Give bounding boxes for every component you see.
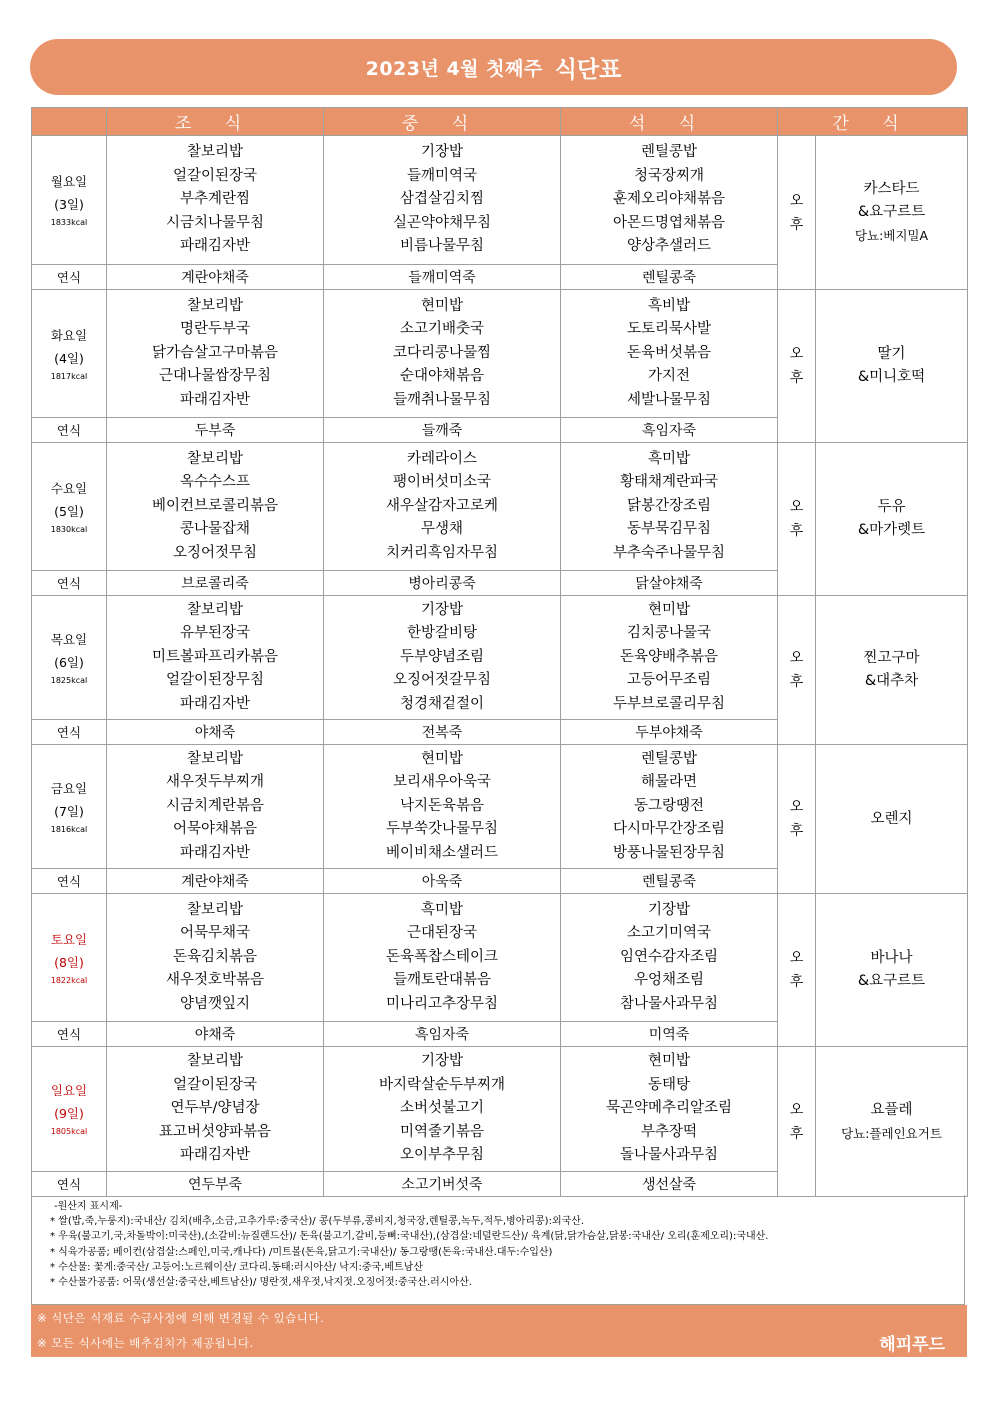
day-row xyxy=(32,745,968,869)
menu-item: 오이부추무침 xyxy=(399,1147,485,1164)
snack-item: &요구르트 xyxy=(857,973,926,989)
lunch-cell xyxy=(324,136,561,265)
menu-item: 들깨미역국 xyxy=(406,167,478,184)
menu-item: 흑미밥 xyxy=(420,901,464,918)
menu-item: 시금치나물무침 xyxy=(165,214,265,231)
day-row xyxy=(32,1047,968,1172)
menu-item: 양념깻잎지 xyxy=(179,995,251,1012)
breakfast-cell xyxy=(107,443,324,571)
snack-time-char: 후 xyxy=(789,370,804,386)
porridge-item: 렌틸콩죽 xyxy=(561,265,778,290)
day-name: 토요일 xyxy=(50,931,88,947)
menu-item: 기장밥 xyxy=(420,1053,464,1070)
day-row xyxy=(32,596,968,720)
breakfast-cell xyxy=(107,596,324,720)
menu-item: 새우젓호박볶음 xyxy=(165,972,265,989)
origin-note-title: -원산지 표시제- xyxy=(54,1201,123,1212)
porridge-label: 연식 xyxy=(32,418,107,443)
day-name: 일요일 xyxy=(50,1083,88,1098)
menu-item: 돈육양배추볶음 xyxy=(619,648,719,665)
day-date: (6일) xyxy=(54,654,84,670)
breakfast-cell xyxy=(107,290,324,418)
menu-item: 닭가슴살고구마볶음 xyxy=(151,344,279,361)
title-banner xyxy=(30,39,957,95)
menu-item: 오징어젓무침 xyxy=(172,544,258,561)
day-date: (4일) xyxy=(54,350,84,366)
menu-item: 돈육버섯볶음 xyxy=(626,344,712,361)
menu-item: 돈육폭찹스테이크 xyxy=(385,948,499,965)
menu-item: 파래김자반 xyxy=(179,238,251,255)
snack-item: 오렌지 xyxy=(870,810,913,827)
menu-item: 세발나물무침 xyxy=(626,391,712,408)
lunch-cell xyxy=(324,894,561,1022)
origin-notes xyxy=(31,1195,965,1305)
snack-time-cell xyxy=(778,745,816,894)
snack-item: &마가렛트 xyxy=(857,522,926,538)
menu-item: 묵곤약메추리알조림 xyxy=(605,1100,733,1117)
porridge-item: 야채죽 xyxy=(107,720,324,745)
menu-item: 팽이버섯미소국 xyxy=(392,474,492,491)
header-dinner: 석 식 xyxy=(561,108,778,136)
menu-item: 청경채겉절이 xyxy=(399,695,485,712)
menu-item: 부추장떡 xyxy=(640,1123,698,1140)
menu-item: 기장밥 xyxy=(420,601,464,618)
porridge-label: 연식 xyxy=(32,571,107,596)
menu-item: 비름나물무침 xyxy=(399,238,485,255)
menu-item: 보리새우아욱국 xyxy=(392,774,492,791)
dinner-cell xyxy=(561,894,778,1022)
origin-note: * 쌀(밥,죽,누룽지):국내산/ 김치(배추,소금,고추가루:중국산)/ 콩(두부류,콩비지,청국장,렌틸콩,녹두,적두,병아리콩):외국산. xyxy=(50,1216,585,1228)
breakfast-cell xyxy=(107,136,324,265)
porridge-label: 연식 xyxy=(32,869,107,894)
menu-item: 베이컨브로콜리볶음 xyxy=(151,497,279,514)
lunch-cell xyxy=(324,290,561,418)
origin-note: * 우육(불고기,국,차돌박이:미국산),(소갈비:뉴질랜드산)/ 돈육(불고기,갈비,등뼈:국내산),(삼겹살:네덜란드산)/ 육계(닭,닭가슴살,닭봉:국내산/ 오리(훈제오리):국내산. xyxy=(50,1231,769,1243)
snack-time-cell xyxy=(778,894,816,1047)
day-cell xyxy=(32,443,107,571)
dinner-cell xyxy=(561,443,778,571)
porridge-item: 브로콜리죽 xyxy=(107,571,324,596)
menu-item: 현미밥 xyxy=(647,601,691,618)
porridge-item: 계란야채죽 xyxy=(107,265,324,290)
menu-item: 명란두부국 xyxy=(179,321,251,338)
menu-item: 유부된장국 xyxy=(179,625,251,642)
menu-item: 삼겹살김치찜 xyxy=(399,191,485,208)
menu-item: 렌틸콩밥 xyxy=(640,750,698,767)
menu-item: 코다리콩나물찜 xyxy=(392,344,492,361)
snack-cell xyxy=(816,290,968,443)
menu-item: 돈육김치볶음 xyxy=(172,948,258,965)
header-lunch: 중 식 xyxy=(324,108,561,136)
menu-item: 양상추샐러드 xyxy=(626,238,712,255)
lunch-cell xyxy=(324,745,561,869)
origin-note: * 수산물가공품: 어묵(생선살:중국산,베트남산)/ 명란젓,새우젓,낙지젓.오징어젓:중국산.러시아산. xyxy=(50,1277,472,1289)
menu-item: 새우젓두부찌개 xyxy=(165,774,265,791)
menu-item: 황태채계란파국 xyxy=(619,474,719,491)
porridge-item: 흑임자죽 xyxy=(561,418,778,443)
menu-item: 연두부/양념장 xyxy=(170,1100,260,1117)
menu-item: 방풍나물된장무침 xyxy=(612,844,726,861)
title-label: 식단표 xyxy=(554,56,622,83)
porridge-item: 전복죽 xyxy=(324,720,561,745)
menu-item: 해물라면 xyxy=(640,774,698,791)
dinner-cell xyxy=(561,745,778,869)
menu-item: 닭봉간장조림 xyxy=(626,497,712,514)
lunch-cell xyxy=(324,443,561,571)
day-date: (5일) xyxy=(54,503,84,519)
porridge-label: 연식 xyxy=(32,1172,107,1197)
menu-item: 가지전 xyxy=(647,368,691,385)
day-name: 월요일 xyxy=(50,174,88,189)
porridge-item: 생선살죽 xyxy=(561,1172,778,1197)
day-kcal: 1805kcal xyxy=(50,1127,88,1136)
snack-cell xyxy=(816,745,968,894)
lunch-cell xyxy=(324,596,561,720)
porridge-item: 닭살야채죽 xyxy=(561,571,778,596)
menu-item: 옥수수스프 xyxy=(179,474,251,491)
menu-item: 우엉채조림 xyxy=(633,972,705,989)
menu-item: 청국장찌개 xyxy=(633,167,705,184)
menu-item: 파래김자반 xyxy=(179,1147,251,1164)
menu-item: 렌틸콩밥 xyxy=(640,144,698,161)
day-kcal: 1816kcal xyxy=(50,824,88,834)
snack-time-char: 후 xyxy=(789,216,804,233)
snack-time-cell xyxy=(778,290,816,443)
menu-item: 찰보리밥 xyxy=(186,901,244,918)
snack-cell xyxy=(816,596,968,745)
day-cell xyxy=(32,894,107,1022)
menu-item: 시금치계란볶음 xyxy=(165,797,265,814)
porridge-label: 연식 xyxy=(32,265,107,290)
breakfast-cell xyxy=(107,745,324,869)
porridge-item: 들깨죽 xyxy=(324,418,561,443)
menu-item: 현미밥 xyxy=(647,1053,691,1070)
snack-cell xyxy=(816,1047,968,1197)
porridge-item: 야채죽 xyxy=(107,1022,324,1047)
header-snack: 간 식 xyxy=(778,108,968,136)
menu-item: 미트볼파프리카볶음 xyxy=(151,648,279,665)
menu-item: 도토리묵사발 xyxy=(626,321,712,338)
menu-item: 현미밥 xyxy=(420,297,464,314)
snack-diabetic-note: 당뇨:플레인요거트 xyxy=(841,1125,942,1141)
porridge-label: 연식 xyxy=(32,720,107,745)
snack-item: &요구르트 xyxy=(857,204,926,220)
snack-time-char: 오 xyxy=(789,1101,804,1118)
menu-item: 치커리흑임자무침 xyxy=(385,544,499,561)
day-row xyxy=(32,290,968,418)
porridge-item: 병아리콩죽 xyxy=(324,571,561,596)
day-cell xyxy=(32,136,107,265)
menu-item: 두부양념조림 xyxy=(399,648,485,665)
snack-item: 두유 xyxy=(877,499,906,515)
menu-item: 동부묵김무침 xyxy=(626,521,712,538)
porridge-item: 연두부죽 xyxy=(107,1172,324,1197)
header-breakfast: 조 식 xyxy=(107,108,324,136)
menu-item: 흑비밥 xyxy=(647,297,691,314)
title-week: 2023년 4월 첫째주 xyxy=(365,57,543,80)
menu-item: 파래김자반 xyxy=(179,844,251,861)
snack-time-char: 오 xyxy=(789,346,804,362)
snack-item: 딸기 xyxy=(877,346,906,362)
menu-item: 미역줄기볶음 xyxy=(399,1123,485,1140)
menu-item: 임연수감자조림 xyxy=(619,948,719,965)
snack-item: 카스타드 xyxy=(863,181,920,197)
menu-item: 기장밥 xyxy=(420,144,464,161)
menu-item: 훈제오리야채볶음 xyxy=(612,191,726,208)
menu-item: 파래김자반 xyxy=(179,391,251,408)
day-name: 화요일 xyxy=(50,327,88,343)
porridge-label: 연식 xyxy=(32,1022,107,1047)
menu-item: 현미밥 xyxy=(420,750,464,767)
day-kcal: 1825kcal xyxy=(50,675,88,685)
snack-item: 요플레 xyxy=(870,1101,913,1118)
menu-item: 소고기배춧국 xyxy=(399,321,485,338)
menu-item: 오징어젓갈무침 xyxy=(392,672,492,689)
porridge-item: 계란야채죽 xyxy=(107,869,324,894)
menu-item: 찰보리밥 xyxy=(186,144,244,161)
menu-item: 콩나물잡채 xyxy=(179,521,251,538)
menu-item: 근대나물쌈장무침 xyxy=(158,368,272,385)
snack-item: 바나나 xyxy=(870,950,913,966)
footer-note-change: ※ 식단은 식재료 수급사정에 의해 변경될 수 있습니다. xyxy=(37,1311,325,1325)
day-kcal: 1830kcal xyxy=(50,524,88,534)
day-kcal: 1833kcal xyxy=(50,218,88,227)
porridge-item: 아욱죽 xyxy=(324,869,561,894)
snack-time-char: 오 xyxy=(789,650,804,666)
snack-time-cell xyxy=(778,443,816,596)
menu-item: 무생채 xyxy=(420,521,464,538)
menu-item: 찰보리밥 xyxy=(186,450,244,467)
menu-item: 두부쑥갓나물무침 xyxy=(385,821,499,838)
day-date: (8일) xyxy=(54,954,84,970)
menu-item: 들깨토란대볶음 xyxy=(392,972,492,989)
snack-time-char: 후 xyxy=(789,674,804,690)
snack-diabetic-note: 당뇨:베지밀A xyxy=(854,228,929,243)
menu-item: 바지락살순두부찌개 xyxy=(378,1076,506,1093)
snack-time-char: 오 xyxy=(789,192,804,209)
day-date: (7일) xyxy=(54,803,84,819)
menu-item: 어묵야채볶음 xyxy=(172,821,258,838)
origin-note: * 식육가공품; 베이컨(삼겹살:스페인,미국,캐나다) /미트볼(돈육,닭고기:국내산)/ 동그랑땡(돈육:국내산.대두:수입산) xyxy=(50,1246,553,1258)
porridge-item: 렌틸콩죽 xyxy=(561,869,778,894)
header-row xyxy=(32,108,968,136)
menu-item: 한방갈비탕 xyxy=(406,625,478,642)
menu-item: 다시마무간장조림 xyxy=(612,821,726,838)
lunch-cell xyxy=(324,1047,561,1172)
snack-cell xyxy=(816,894,968,1047)
porridge-item: 흑임자죽 xyxy=(324,1022,561,1047)
snack-cell xyxy=(816,443,968,596)
snack-time-char: 후 xyxy=(789,1125,804,1142)
day-kcal: 1817kcal xyxy=(50,371,88,381)
porridge-item: 미역죽 xyxy=(561,1022,778,1047)
menu-item: 얼갈이된장국 xyxy=(172,1076,258,1093)
breakfast-cell xyxy=(107,894,324,1022)
day-cell xyxy=(32,290,107,418)
dinner-cell xyxy=(561,1047,778,1172)
snack-time-char: 오 xyxy=(789,950,804,966)
menu-item: 얼갈이된장무침 xyxy=(165,672,265,689)
menu-item: 어묵무채국 xyxy=(179,925,251,942)
porridge-item: 소고기버섯죽 xyxy=(324,1172,561,1197)
menu-item: 부추계란찜 xyxy=(179,191,251,208)
menu-item: 실곤약야채무침 xyxy=(392,214,492,231)
day-kcal: 1822kcal xyxy=(50,975,88,985)
day-cell xyxy=(32,1047,107,1172)
menu-item: 참나물사과무침 xyxy=(619,995,719,1012)
menu-item: 순대야채볶음 xyxy=(399,368,485,385)
snack-time-cell xyxy=(778,596,816,745)
porridge-item: 들깨미역죽 xyxy=(324,265,561,290)
menu-item: 아몬드명엽채볶음 xyxy=(612,214,726,231)
day-name: 금요일 xyxy=(50,780,88,796)
menu-item: 부추숙주나물무침 xyxy=(612,544,726,561)
dinner-cell xyxy=(561,136,778,265)
menu-item: 표고버섯양파볶음 xyxy=(158,1123,272,1140)
menu-item: 소버섯불고기 xyxy=(399,1100,485,1117)
day-row xyxy=(32,894,968,1022)
menu-item: 기장밥 xyxy=(647,901,691,918)
menu-item: 돌나물사과무침 xyxy=(619,1147,719,1164)
snack-time-char: 오 xyxy=(789,499,804,515)
menu-item: 찰보리밥 xyxy=(186,601,244,618)
menu-item: 두부브로콜리무침 xyxy=(612,695,726,712)
brand-name: 해피푸드 xyxy=(879,1335,945,1355)
dinner-cell xyxy=(561,596,778,720)
snack-item: &미니호떡 xyxy=(857,369,926,385)
menu-item: 찰보리밥 xyxy=(186,750,244,767)
snack-time-char: 후 xyxy=(789,823,804,839)
snack-item: 찐고구마 xyxy=(863,650,920,666)
snack-time-char: 후 xyxy=(789,523,804,539)
snack-time-cell xyxy=(778,136,816,290)
menu-item: 찰보리밥 xyxy=(186,297,244,314)
day-date: (3일) xyxy=(54,197,84,212)
snack-time-cell xyxy=(778,1047,816,1197)
menu-item: 흑미밥 xyxy=(647,450,691,467)
menu-item: 베이비채소샐러드 xyxy=(385,844,499,861)
snack-time-char: 후 xyxy=(789,974,804,990)
menu-item: 김치콩나물국 xyxy=(626,625,712,642)
menu-item: 동그랑땡전 xyxy=(633,797,705,814)
corner-header xyxy=(32,108,107,136)
footer-bar xyxy=(31,1305,967,1357)
porridge-item: 두부야채죽 xyxy=(561,720,778,745)
menu-item: 동태탕 xyxy=(647,1076,691,1093)
day-row xyxy=(32,136,968,265)
menu-item: 새우살감자고로케 xyxy=(385,497,499,514)
origin-note: * 수산물: 꽃게:중국산/ 고등어:노르웨이산/ 코다리.동태:러시아산/ 낙지:중국,베트남산 xyxy=(50,1261,423,1273)
day-cell xyxy=(32,596,107,720)
day-row xyxy=(32,443,968,571)
footer-note-kimchi: ※ 모든 식사에는 배추김치가 제공됩니다. xyxy=(37,1336,254,1350)
menu-item: 카레라이스 xyxy=(406,450,478,467)
day-name: 수요일 xyxy=(50,480,88,496)
day-name: 목요일 xyxy=(50,631,88,647)
menu-item: 미나리고추장무침 xyxy=(385,995,499,1012)
day-date: (9일) xyxy=(54,1106,84,1121)
menu-item: 고등어무조림 xyxy=(626,672,712,689)
breakfast-cell xyxy=(107,1047,324,1172)
menu-table xyxy=(31,107,968,1197)
menu-item: 소고기미역국 xyxy=(626,925,712,942)
menu-item: 들깨취나물무침 xyxy=(392,391,492,408)
day-cell xyxy=(32,745,107,869)
snack-time-char: 오 xyxy=(789,799,804,815)
menu-item: 낙지돈육볶음 xyxy=(399,797,485,814)
menu-item: 찰보리밥 xyxy=(186,1053,244,1070)
menu-item: 파래김자반 xyxy=(179,695,251,712)
porridge-item: 두부죽 xyxy=(107,418,324,443)
menu-item: 얼갈이된장국 xyxy=(172,167,258,184)
dinner-cell xyxy=(561,290,778,418)
snack-cell xyxy=(816,136,968,290)
snack-item: &대추차 xyxy=(864,673,919,689)
menu-item: 근대된장국 xyxy=(406,925,478,942)
